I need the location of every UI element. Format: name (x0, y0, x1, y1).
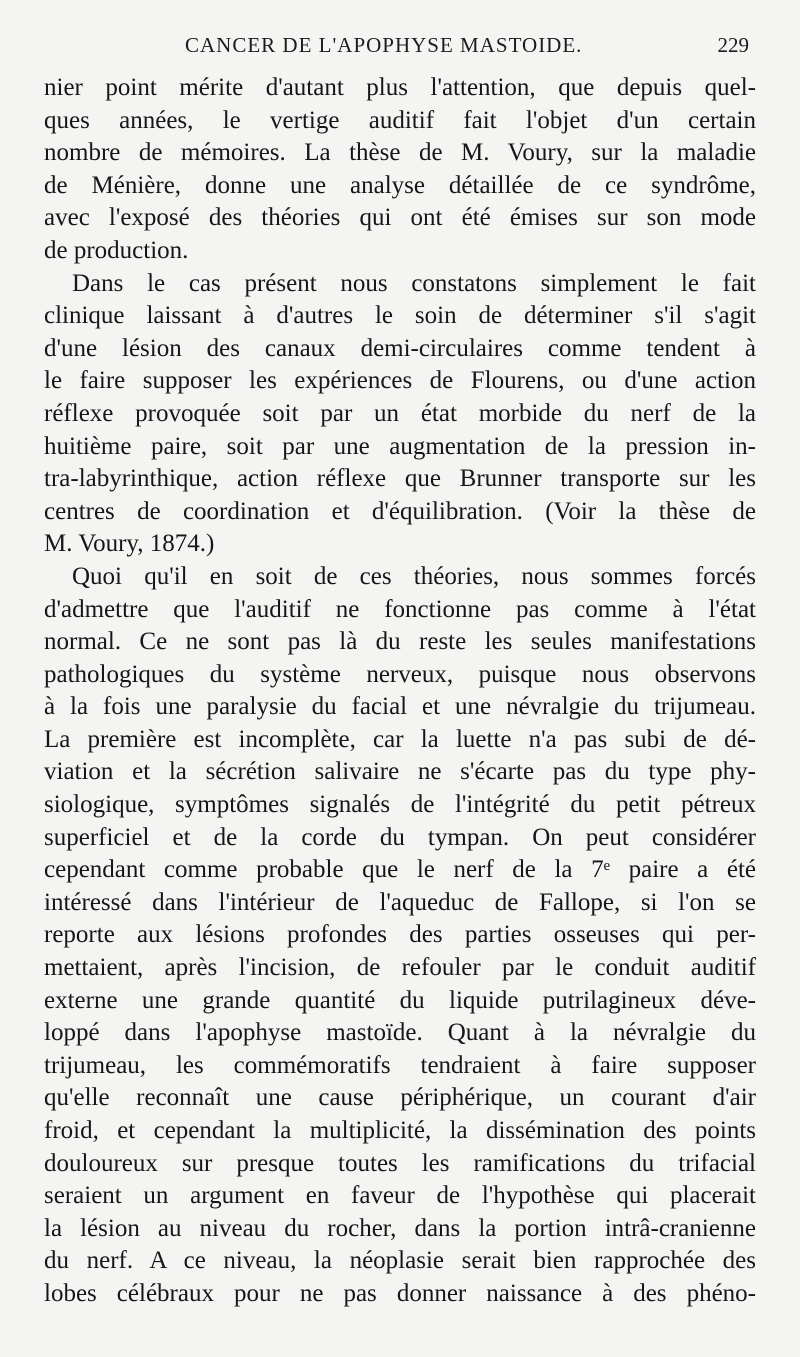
text-line: clinique laissant à d'autres le soin de déterminer s'il s'agit (44, 302, 756, 330)
text-line: trijumeau, les commémoratifs tendraient à faire supposer (44, 1051, 756, 1079)
text-line: nombre de mémoires. La thèse de M. Voury, sur la maladie (44, 139, 756, 167)
text-line: superficiel et de la corde du tympan. On peut considérer (44, 823, 756, 851)
text-line: à la fois une paralysie du facial et une névralgie du trijumeau. (44, 693, 756, 721)
text-line: reporte aux lésions profondes des parties osseuses qui per- (44, 921, 756, 949)
text-line: M. Voury, 1874.) (44, 530, 215, 558)
text-line: tra-labyrinthique, action réflexe que Brunner transporte sur les (44, 465, 756, 493)
text-line: le faire supposer les expériences de Flourens, ou d'une action (44, 367, 756, 395)
paragraph (44, 561, 756, 1311)
text-line: viation et la sécrétion salivaire ne s'écarte pas du type phy- (44, 758, 756, 786)
text-line: froid, et cependant la multiplicité, la dissémination des points (44, 1117, 756, 1144)
text-line: Dans le cas présent nous constatons simplement le fait (72, 269, 756, 297)
text-line: centres de coordination et d'équilibration. (Voir la thèse de (44, 497, 756, 525)
text-line: qu'elle reconnaît une cause périphérique, un courant d'air (44, 1084, 756, 1112)
text-line: du nerf. A ce niveau, la néoplasie serait bien rapprochée des (44, 1247, 756, 1275)
text-line: mettaient, après l'incision, de refouler par le conduit auditif (44, 954, 756, 982)
running-head-title: CANCER DE L'APOPHYSE MASTOIDE. (185, 33, 583, 57)
text-line: cependant comme probable que le nerf de la 7ᵉ paire a été (44, 856, 756, 884)
text-line: de Ménière, donne une analyse détaillée de ce syndrôme, (44, 171, 756, 199)
text-line: normal. Ce ne sont pas là du reste les seules manifestations (44, 628, 756, 656)
text-line: réflexe provoquée soit par un état morbide du nerf de la (44, 399, 756, 427)
text-line: loppé dans l'apophyse mastoïde. Quant à la névralgie du (44, 1019, 756, 1047)
text-line: La première est incomplète, car la luette n'a pas subi de dé- (44, 725, 756, 753)
text-line: seraient un argument en faveur de l'hypothèse qui placerait (44, 1182, 756, 1210)
running-head (40, 33, 755, 63)
text-line: douloureux sur presque toutes les ramifications du trifacial (44, 1149, 756, 1177)
text-line: la lésion au niveau du rocher, dans la portion intrâ-cranienne (44, 1214, 756, 1242)
paragraph (44, 268, 756, 561)
text-line: nier point mérite d'autant plus l'attention, que depuis quel- (44, 74, 756, 101)
text-line: pathologiques du système nerveux, puisque nous observons (44, 660, 756, 688)
text-line: huitième paire, soit par une augmentation de la pression in- (44, 432, 756, 460)
body-text (44, 72, 756, 1311)
text-line: lobes célébraux pour ne pas donner naissance à des phéno- (44, 1279, 756, 1307)
text-line: d'admettre que l'auditif ne fonctionne pas comme à l'état (44, 595, 756, 623)
text-line: d'une lésion des canaux demi-circulaires comme tendent à (44, 334, 756, 362)
paragraph (44, 72, 756, 268)
text-line: ques années, le vertige auditif fait l'objet d'un certain (44, 106, 756, 134)
text-line: externe une grande quantité du liquide putrilagineux déve- (44, 986, 756, 1014)
text-line: Quoi qu'il en soit de ces théories, nous sommes forcés (72, 562, 756, 590)
text-line: avec l'exposé des théories qui ont été émises sur son mode (44, 204, 756, 232)
text-line: siologique, symptômes signalés de l'intégrité du petit pétreux (44, 791, 756, 819)
text-line: de production. (44, 236, 189, 264)
text-line: intéressé dans l'intérieur de l'aqueduc de Fallope, si l'on se (44, 888, 756, 916)
page-number: 229 (717, 33, 749, 57)
